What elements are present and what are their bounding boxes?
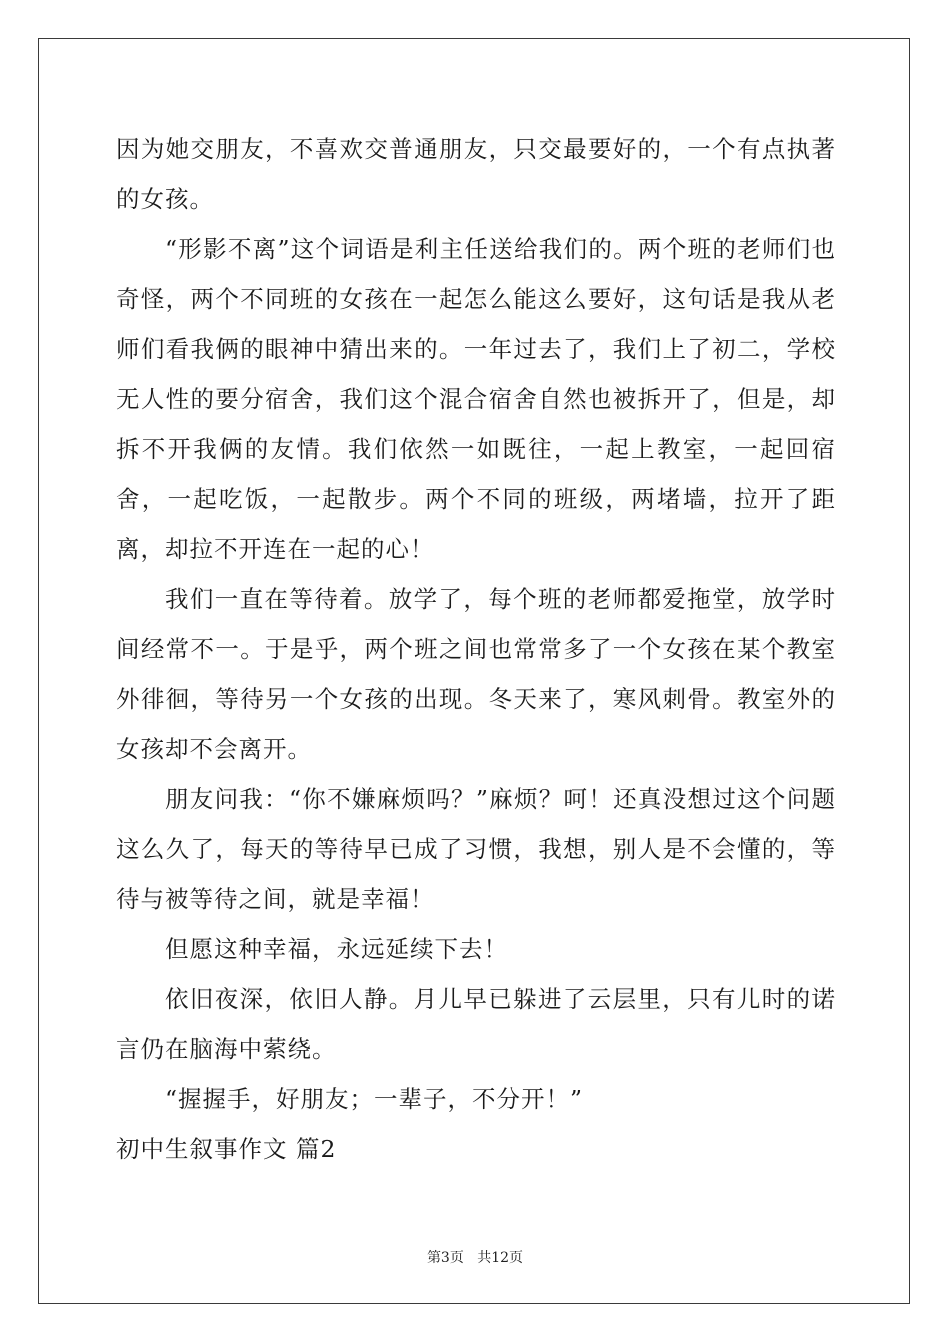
page-footer [0, 1247, 950, 1267]
paragraph-3: 我们一直在等待着。放学了，每个班的老师都爱拖堂，放学时间经常不一。于是乎，两个班之间也常常多了一个女孩在某个教室外徘徊，等待另一个女孩的出现。冬天来了，寒风刺骨。教室外的女孩却不会离开。 [116, 585, 836, 763]
paragraph-7: “握握手，好朋友；一辈子，不分开！” [165, 1085, 584, 1113]
section-title: 初中生叙事作文 篇2 [116, 1135, 337, 1163]
paragraph-2: “形影不离”这个词语是利主任送给我们的。两个班的老师们也奇怪，两个不同班的女孩在一起怎么能这么要好，这句话是我从老师们看我俩的眼神中猜出来的。一年过去了，我们上了初二，学校无人性的要分宿舍，我们这个混合宿舍自然也被拆开了，但是，却拆不开我俩的友情。我们依然一如既往，一起上教室，一起回宿舍，一起吃饭，一起散步。两个不同的班级，两堵墙，拉开了距离，却拉不开连在一起的心！ [116, 235, 836, 563]
paragraph-6: 依旧夜深，依旧人静。月儿早已躲进了云层里，只有儿时的诺言仍在脑海中萦绕。 [116, 985, 836, 1063]
paragraph-5: 但愿这种幸福，永远延续下去！ [165, 935, 508, 963]
document-body [116, 124, 836, 1174]
page-number: 第3页 [426, 1250, 464, 1266]
paragraph-1: 因为她交朋友，不喜欢交普通朋友，只交最要好的，一个有点执著的女孩。 [116, 135, 836, 213]
paragraph-4: 朋友问我：“你不嫌麻烦吗？”麻烦？呵！还真没想过这个问题这么久了，每天的等待早已成了习惯，我想，别人是不会懂的，等待与被等待之间，就是幸福！ [116, 785, 836, 913]
page-total: 共12页 [477, 1250, 524, 1266]
